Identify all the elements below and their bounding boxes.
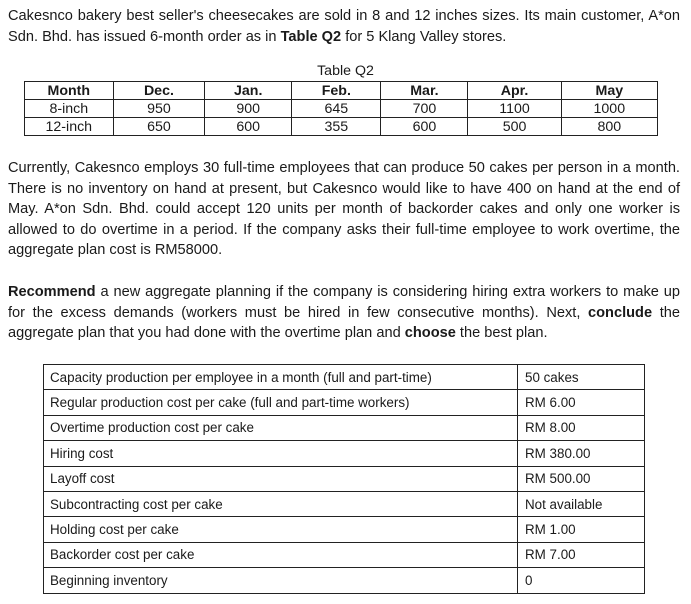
cost-label: Subcontracting cost per cake <box>44 491 518 516</box>
cost-value: RM 8.00 <box>518 415 645 440</box>
table-q2-header: Mar. <box>381 82 468 100</box>
intro-text-b: for 5 Klang Valley stores. <box>341 28 507 45</box>
cost-value: RM 380.00 <box>518 441 645 466</box>
cost-value: RM 1.00 <box>518 517 645 542</box>
bold-conclude: conclude <box>588 304 653 321</box>
table-q2-cell: 950 <box>113 100 205 118</box>
cost-row <box>44 365 645 390</box>
table-q2 <box>24 81 658 136</box>
cost-value: Not available <box>518 491 645 516</box>
intro-text-a: Cakesnco bakery best seller's cheesecakes are sold in 8 and 12 inches sizes. Its main customer, A*on Sdn. Bhd. has issued 6-month order as in <box>8 8 680 45</box>
cost-value: RM 6.00 <box>518 390 645 415</box>
table-q2-cell: 12-inch <box>25 118 114 136</box>
cost-value: RM 7.00 <box>518 542 645 567</box>
cost-row <box>44 466 645 491</box>
cost-label: Layoff cost <box>44 466 518 491</box>
paragraph-3-text-3: the best plan. <box>455 325 548 341</box>
paragraph-2: Currently, Cakesnco employs 30 full-time employees that can produce 50 cakes per person in a month. There is no inventory on hand at present, but Cakesnco would like to have 400 on hand at the end of May. A*on Sdn. Bhd. could accept 120 units per month of backorder cakes and only one worker is allowed to do overtime in a period. If the company asks their full-time employee to work overtime, the aggregate plan cost is RM58000. <box>8 160 680 258</box>
table-q2-header: May <box>561 82 657 100</box>
bold-recommend: Recommend <box>8 284 96 300</box>
cost-label: Hiring cost <box>44 441 518 466</box>
table-q2-cell: 8-inch <box>25 100 114 118</box>
cost-row <box>44 491 645 516</box>
cost-value: RM 500.00 <box>518 466 645 491</box>
cost-label: Holding cost per cake <box>44 517 518 542</box>
table-q2-cell: 500 <box>468 118 561 136</box>
cost-label: Overtime production cost per cake <box>44 415 518 440</box>
table-q2-cell: 650 <box>113 118 205 136</box>
table-q2-header: Feb. <box>292 82 381 100</box>
table-q2-header: Jan. <box>205 82 292 100</box>
table-q2-cell: 700 <box>381 100 468 118</box>
table-q2-cell: 645 <box>292 100 381 118</box>
table-q2-cell: 355 <box>292 118 381 136</box>
table-q2-header: Month <box>25 82 114 100</box>
table-q2-cell: 1100 <box>468 100 561 118</box>
cost-label: Backorder cost per cake <box>44 542 518 567</box>
table-q2-cell: 1000 <box>561 100 657 118</box>
intro-paragraph <box>8 6 680 47</box>
cost-label: Beginning inventory <box>44 568 518 593</box>
cost-label: Capacity production per employee in a month (full and part-time) <box>44 365 518 390</box>
table-q2-caption: Table Q2 <box>317 63 374 79</box>
table-q2-header: Apr. <box>468 82 561 100</box>
cost-row <box>44 390 645 415</box>
table-q2-header: Dec. <box>113 82 205 100</box>
cost-value: 50 cakes <box>518 365 645 390</box>
table-q2-cell: 800 <box>561 118 657 136</box>
bold-choose: choose <box>404 325 456 341</box>
table-q2-cell: 900 <box>205 100 292 118</box>
table-q2-cell: 600 <box>381 118 468 136</box>
cost-row <box>44 542 645 567</box>
paragraph-3-text-2: the aggregate plan that you had done with the overtime plan and <box>8 304 680 341</box>
table-q2-header-row <box>25 82 658 100</box>
cost-row <box>44 568 645 593</box>
cost-row <box>44 517 645 542</box>
cost-value: 0 <box>518 568 645 593</box>
table-q2-row <box>25 118 658 136</box>
intro-table-ref: Table Q2 <box>280 28 342 45</box>
table-q2-cell: 600 <box>205 118 292 136</box>
cost-row <box>44 415 645 440</box>
paragraph-3 <box>8 282 680 344</box>
table-q2-row <box>25 100 658 118</box>
cost-table <box>43 364 645 594</box>
paragraph-3-text-1: a new aggregate planning if the company is considering hiring extra workers to make up for the excess demands (workers must be hired in few consecutive months). Next, <box>8 284 680 321</box>
cost-label: Regular production cost per cake (full and part-time workers) <box>44 390 518 415</box>
cost-row <box>44 441 645 466</box>
